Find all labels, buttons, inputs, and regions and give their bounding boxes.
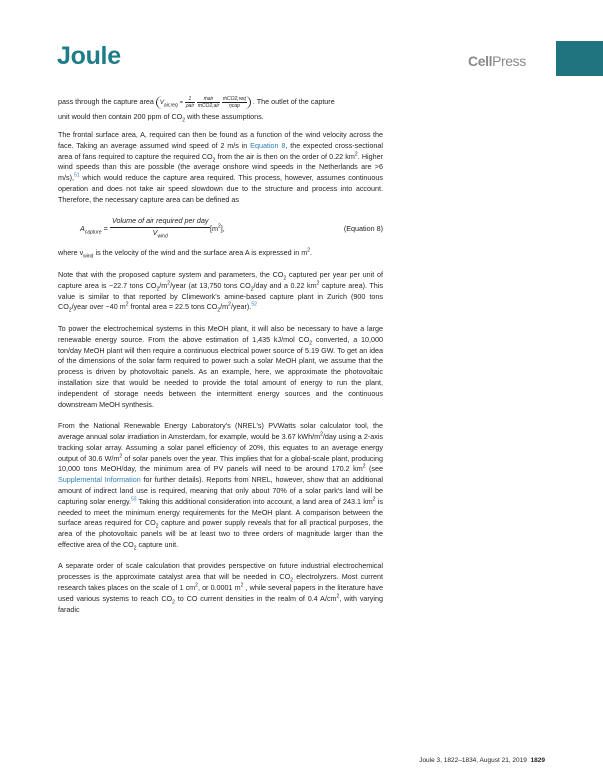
equation-8 — [58, 216, 383, 240]
subscript: 2 — [133, 545, 137, 552]
journal-title: Joule — [57, 42, 121, 70]
text: The frontal surface area, A, required can then be found as a function of the wind velocity across the face. Taking an average assumed wind speed of 2 m/s in — [58, 130, 383, 150]
subscript: 2 — [217, 307, 221, 314]
text: . The outlet of the capture — [252, 96, 335, 106]
subscript: 2 — [212, 157, 216, 164]
superscript: 2 — [195, 582, 198, 589]
eq-var: V — [159, 99, 164, 106]
page-number: 1829 — [530, 757, 545, 764]
subscript: 2 — [155, 523, 159, 530]
eq-unit-open: [m — [210, 224, 218, 234]
header-accent-bar — [556, 41, 603, 76]
equation-link[interactable]: Equation 8 — [250, 140, 286, 150]
text: captured per year per unit of capture area is ~22.7 tons CO — [58, 269, 384, 290]
text: which would reduce the capture area required. This process, however, assumes continuous operation and does not take air speed slowdown due to the structure and process into account. Therefore, the necessary capture area can be defined as — [58, 173, 383, 204]
frac-num: ṁCO2,req — [222, 95, 246, 102]
eq-fraction — [110, 216, 210, 239]
eq-sub: air,req — [163, 101, 178, 108]
equation-label: (Equation 8) — [343, 224, 383, 234]
superscript: 2 — [320, 431, 323, 438]
text: /day and a 0.22 km — [253, 280, 317, 290]
subscript: 2 — [172, 599, 175, 606]
fraction — [197, 96, 220, 109]
reference-link[interactable]: 52 — [251, 301, 257, 308]
text: converted, a 10,000 ton/day MeOH plant will then require a continuous electrical power source of 5.19 GW. To get an idea of the dimensions of the solar farm required to power such a solar MeOH plant, we assume that the process is driven by photovoltaic panels. As an example, here, we approximate the photovoltaic installation size that would be needed to provide the total amount of energy to run the plant, independent of storage needs between the intermittent energy sources and the continuous downstream MeOH synthesis. — [58, 334, 383, 409]
subscript: 2 — [182, 117, 186, 124]
superscript: 2 — [228, 301, 231, 308]
text: of solar panels over the year. This implies that for a global-scale plant, producing 10,000 tons MeOH/day, the minimum area of PV panels will need to be around 170.2 km — [58, 453, 383, 474]
text: frontal area = 22.5 tons CO — [128, 302, 218, 312]
superscript: 2 — [240, 582, 244, 589]
text: , with varying faradic — [58, 593, 383, 614]
text: , the expected cross-sectional area of fans required to capture the required CO — [58, 140, 383, 161]
text: from the air is then on the order of 0.22 km — [215, 151, 355, 161]
eq-den-var: V — [152, 228, 158, 238]
eq-den-sub: wind — [157, 233, 168, 240]
text: pass through the capture area — [58, 96, 154, 106]
article-body — [58, 92, 383, 626]
fraction — [185, 96, 195, 109]
subscript: 2 — [250, 286, 254, 293]
frac-den: mCO2,air — [197, 102, 220, 109]
frac-den: ρair — [185, 102, 195, 109]
subscript: 2 — [156, 286, 160, 293]
text: for further details). Reports from NREL, however, show that an additional amount of indirect land use is required, meaning that only about 70% of a solar park's land will be capturing solar energy. — [58, 475, 384, 506]
reference-link[interactable]: 51 — [73, 172, 80, 179]
text: capture unit. — [136, 539, 179, 549]
paragraph-catalyst — [58, 561, 383, 615]
superscript: 2 — [167, 280, 171, 287]
text: capture and power supply reveals that for all practical purposes, the area of the photovoltaic panels will be at least two to three orders of magnitude larger than the effective area of the CO — [58, 518, 384, 549]
eq-lhs-sub: capture — [84, 229, 102, 236]
frac-den: ηcap — [228, 102, 240, 109]
superscript: 2 — [354, 151, 358, 158]
superscript: 2 — [362, 463, 366, 470]
paragraph-frontal-area — [58, 130, 383, 206]
eq-denominator — [110, 228, 210, 239]
eq-unit-close: ], — [220, 224, 225, 234]
text: to CO current densities in the realm of 0.4 A/cm — [174, 593, 337, 603]
text: , while several papers in the literature have used various systems to reach CO — [58, 583, 383, 603]
text: /day using a 2-axis tracking solar array. Assuming a solar panel efficiency of 20%, this equates to an average energy output of 30.6 W/m — [58, 431, 383, 463]
subscript: 2 — [283, 275, 287, 282]
paragraph-where — [58, 248, 383, 259]
paragraph-capture-note — [58, 270, 383, 313]
paragraph-capture-area — [58, 92, 383, 122]
superscript: 2 — [125, 301, 129, 308]
citation: Joule 3, 1822–1834, August 21, 2019 — [419, 757, 527, 764]
eq-lhs — [80, 224, 108, 235]
paragraph-nrel — [58, 421, 383, 551]
text: is the velocity of the wind and the surface area A is expressed in m — [93, 248, 308, 258]
text: From the National Renewable Energy Laboratory's (NREL's) PVWatts solar calculator tool, the average annual solar irradiation in Amsterdam, for example, would be 3.67 kWh/m — [58, 421, 383, 441]
text: /year (at 13,750 tons CO — [170, 280, 251, 290]
subscript: 2 — [309, 340, 313, 347]
text: /year over ~40 m — [71, 302, 126, 312]
reference-link[interactable]: 53 — [131, 496, 137, 503]
text: . — [310, 248, 312, 258]
text: . Higher wind speeds than this are possible (the average onshore wind speeds in the Netherlands are >6 m/s), — [58, 151, 383, 183]
text: /m — [220, 302, 229, 312]
text: Taking this additional consideration into account, a land area of 243.1 km — [136, 496, 373, 506]
text: is needed to meet the minimum energy requirements for the MeOH plant. A comparison between the surface areas required for CO — [58, 496, 383, 528]
frac-num: 1 — [185, 96, 195, 103]
frac-num: ṁair — [197, 96, 220, 103]
text: with these assumptions. — [185, 112, 264, 121]
text: , or 0.0001 m — [197, 583, 241, 593]
text: unit would then contain 200 ppm of CO — [58, 112, 183, 121]
superscript: 2 — [307, 247, 310, 254]
eq-unit-sup: 2 — [217, 223, 221, 230]
text: where v — [58, 248, 84, 258]
text: /year). — [230, 302, 252, 312]
eq-equals: = — [101, 224, 108, 234]
superscript: 2 — [119, 453, 123, 460]
publisher-logo — [468, 53, 526, 69]
text: (see — [365, 464, 383, 474]
superscript: 2 — [316, 280, 320, 287]
text: capture area). This value is similar to that reported by Climework's amine-based capture plant in Zurich (900 tons CO — [58, 280, 383, 312]
publisher-bold: Cell — [468, 53, 493, 69]
page-footer — [419, 757, 545, 764]
text: Note that with the proposed capture system and parameters, the CO — [58, 269, 284, 279]
eq-equals: = — [179, 99, 184, 106]
superscript: 2 — [336, 593, 340, 600]
subscript: 2 — [290, 577, 293, 584]
text: electrolyzers. Most current research takes places on the scale of 1 cm — [58, 572, 383, 593]
eq-unit — [210, 224, 225, 235]
supplemental-link[interactable]: Supplemental Information — [58, 475, 141, 485]
eq-lhs-var: A — [80, 224, 85, 234]
text: A separate order of scale calculation that provides perspective on future industrial electrochemical processes is the approximate catalyst area that will be needed in CO — [58, 561, 383, 582]
inline-equation — [156, 96, 251, 109]
subscript: wind — [83, 253, 94, 260]
eq-numerator: Volume of air required per day — [110, 216, 210, 228]
fraction — [222, 96, 247, 109]
superscript: 2 — [372, 496, 376, 503]
paragraph-power — [58, 324, 383, 410]
text: To power the electrochemical systems in this MeOH plant, it will also be necessary to have a large renewable energy source. From the above estimation of 1,435 kJ/mol CO — [58, 323, 383, 344]
text: /m — [159, 280, 168, 290]
publisher-light: Press — [492, 53, 526, 69]
subscript: 2 — [68, 307, 72, 314]
